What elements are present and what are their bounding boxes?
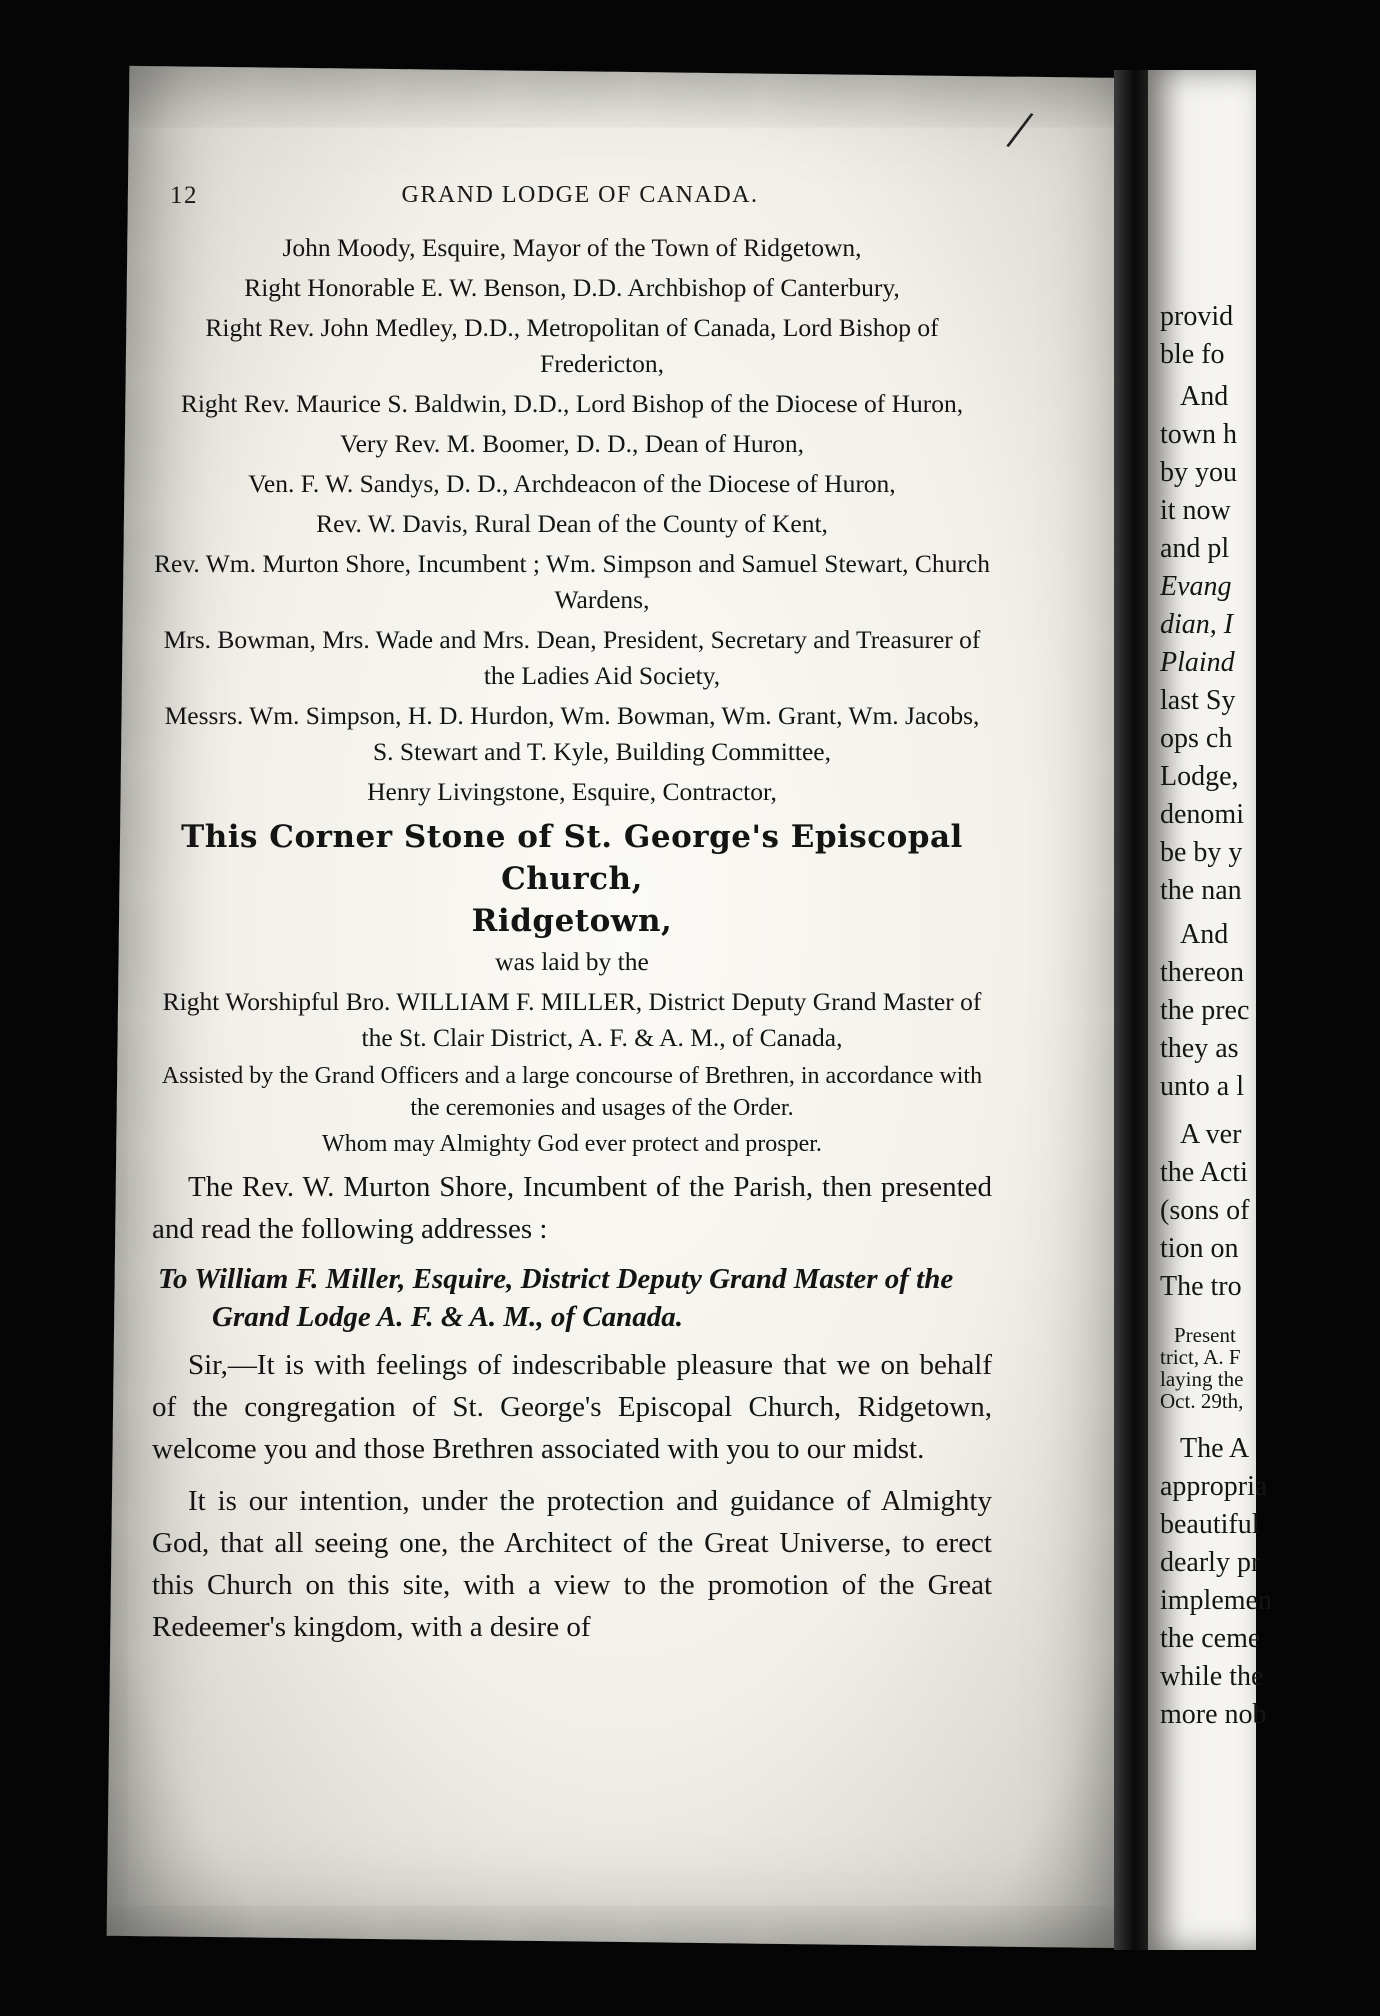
address-paragraph-2: It is our intention, under the protection and guidance of Almighty God, that all seeing one, the Architect of the Great Universe, to erect this Church on this site, with a view to the promotion of the Great Redeemer's kingdom, with a desire of: [152, 1485, 992, 1643]
page-body: [152, 230, 992, 1658]
miller-entry: Right Worshipful Bro. WILLIAM F. MILLER, District Deputy Grand Master of the St. Clair District, A. F. & A. M., of Canada,: [162, 987, 982, 1052]
dignitary-entry: Right Rev. Maurice S. Baldwin, D.D., Lord Bishop of the Diocese of Huron,: [180, 389, 964, 418]
presentation-paragraph: The Rev. W. Murton Shore, Incumbent of the Parish, then presented and read the following addresses :: [152, 1171, 992, 1245]
facing-line: and pl: [1160, 533, 1230, 564]
running-title: GRAND LODGE OF CANADA.: [401, 182, 759, 208]
facing-line: while the: [1160, 1661, 1264, 1692]
dignitary-entry: Right Rev. John Medley, D.D., Metropolitan of Canada, Lord Bishop of Fredericton,: [205, 313, 939, 378]
dignitary-entry: Henry Livingstone, Esquire, Contractor,: [367, 777, 777, 806]
facing-line: thereon: [1160, 957, 1244, 988]
corner-stone-heading: [152, 816, 992, 942]
address-heading: To William F. Miller, Esquire, District Deputy Grand Master of the Grand Lodge A. F. & A. M., of Canada.: [158, 1263, 954, 1333]
address-paragraph-1: Sir,—It is with feelings of indescribable pleasure that we on behalf of the congregation of St. George's Episcopal Church, Ridgetown, welcome you and those Brethren associated with you to our midst.: [152, 1349, 992, 1465]
facing-line: by you: [1160, 457, 1237, 488]
facing-page-text: [1160, 298, 1380, 1734]
corner-stone-heading-line2: Ridgetown,: [471, 903, 673, 939]
facing-line: more nob: [1160, 1699, 1267, 1730]
facing-line: beautiful: [1160, 1509, 1260, 1540]
facing-line: trict, A. F: [1160, 1345, 1241, 1369]
facing-page: [1148, 70, 1272, 1950]
page-number: 12: [170, 182, 198, 209]
assisted-entry: Assisted by the Grand Officers and a large concourse of Brethren, in accordance with the ceremonies and usages of the Order.: [161, 1063, 983, 1121]
dignitary-entry: Rev. Wm. Murton Shore, Incumbent ; Wm. Simpson and Samuel Stewart, Church Wardens,: [154, 549, 990, 614]
pen-mark-icon: /: [1002, 96, 1038, 163]
facing-line: it now: [1160, 495, 1231, 526]
dignitary-entry: Rev. W. Davis, Rural Dean of the County of Kent,: [316, 509, 828, 538]
facing-line: be by y: [1160, 837, 1243, 868]
facing-line: the nan: [1160, 875, 1242, 906]
facing-line: ops ch: [1160, 723, 1233, 754]
facing-line: the prec: [1160, 995, 1250, 1026]
facing-line: Lodge,: [1160, 761, 1239, 792]
facing-line: The A: [1180, 1433, 1250, 1464]
dignitary-entry: Right Honorable E. W. Benson, D.D. Archbishop of Canterbury,: [244, 273, 900, 302]
dignitary-entry: Very Rev. M. Boomer, D. D., Dean of Huron,: [339, 429, 805, 458]
facing-line: Present: [1174, 1323, 1236, 1347]
facing-line: denomi: [1160, 799, 1244, 830]
facing-line: laying the: [1160, 1367, 1244, 1391]
dignitary-entry: John Moody, Esquire, Mayor of the Town of Ridgetown,: [282, 233, 862, 262]
facing-line: Oct. 29th,: [1160, 1389, 1244, 1413]
dignitary-entry: Ven. F. W. Sandys, D. D., Archdeacon of the Diocese of Huron,: [248, 469, 896, 498]
prayer-line: Whom may Almighty God ever protect and prosper.: [322, 1131, 822, 1157]
book-spine: [1114, 70, 1148, 1950]
facing-line: (sons of: [1160, 1195, 1250, 1226]
facing-line: the ceme: [1160, 1623, 1261, 1654]
laid-by-line: was laid by the: [495, 947, 649, 976]
facing-line: And: [1180, 919, 1229, 950]
facing-line: the Acti: [1160, 1157, 1248, 1188]
facing-line: tion on: [1160, 1233, 1239, 1264]
corner-stone-heading-line1: This Corner Stone of St. George's Episcopal Church,: [181, 819, 963, 897]
facing-line: implemen: [1160, 1585, 1272, 1616]
facing-line: ble fo: [1160, 339, 1225, 370]
facing-line: A ver: [1180, 1119, 1242, 1150]
facing-line: they as: [1160, 1033, 1239, 1064]
facing-line: dearly pr: [1160, 1547, 1261, 1578]
dignitary-entry: Messrs. Wm. Simpson, H. D. Hurdon, Wm. Bowman, Wm. Grant, Wm. Jacobs, S. Stewart and T. Kyle, Building Committee,: [164, 701, 980, 766]
facing-line: unto a l: [1160, 1071, 1244, 1102]
facing-line: provid: [1160, 301, 1234, 332]
facing-line: The tro: [1160, 1271, 1242, 1302]
facing-line: last Sy: [1160, 685, 1236, 716]
facing-line: appropria: [1160, 1471, 1268, 1502]
dignitary-entry: Mrs. Bowman, Mrs. Wade and Mrs. Dean, President, Secretary and Treasurer of the Ladies Aid Society,: [163, 625, 981, 690]
facing-line: Evang: [1160, 571, 1232, 602]
facing-line: And: [1180, 381, 1229, 412]
facing-line: Plaind: [1160, 647, 1235, 678]
facing-line: town h: [1160, 419, 1237, 450]
facing-line: dian, I: [1160, 609, 1234, 640]
